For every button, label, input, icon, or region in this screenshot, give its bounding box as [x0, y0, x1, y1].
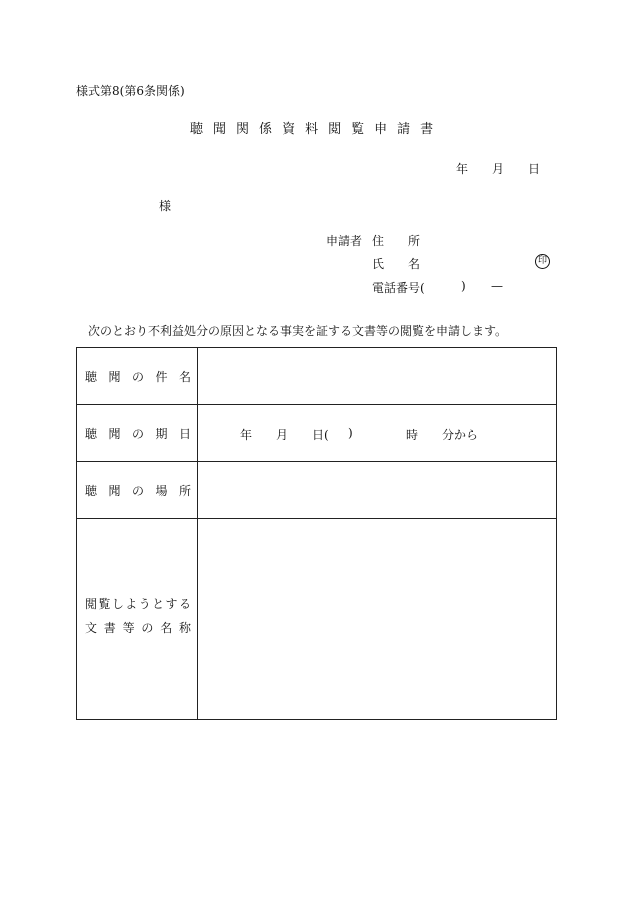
label-char: 聞	[108, 483, 121, 498]
date-month: 月	[492, 162, 505, 176]
label-char: 聴	[85, 369, 98, 384]
title-char: 関	[236, 122, 260, 137]
label-char: 名	[178, 369, 191, 384]
date-day: 日	[528, 162, 541, 176]
name-label-char: 名	[408, 257, 421, 271]
addressee-suffix: 様	[159, 199, 172, 213]
date-year: 年	[456, 162, 469, 176]
title-char: 請	[397, 122, 421, 137]
label-char: 所	[178, 483, 191, 498]
label-char: 聞	[108, 426, 121, 441]
label-char: う	[138, 597, 151, 611]
hearing-year-unit: 年	[240, 428, 253, 442]
title-char: 申	[374, 122, 398, 137]
label-char: 日	[178, 426, 191, 441]
hearing-info-table	[76, 347, 557, 720]
label-char: 書	[103, 621, 116, 635]
phone-dash: —	[491, 279, 503, 293]
hearing-month-unit: 月	[276, 428, 289, 442]
hearing-place-field[interactable]	[198, 462, 557, 519]
title-char: 資	[282, 122, 306, 137]
title-char: 閲	[328, 122, 352, 137]
label-char: 等	[122, 621, 135, 635]
title-char: 係	[259, 122, 283, 137]
label-char: の	[131, 483, 144, 498]
label-char: 聴	[85, 426, 98, 441]
hearing-subject-label	[77, 348, 198, 405]
label-char: よ	[125, 597, 138, 611]
title-char: 聞	[213, 122, 237, 137]
table-row	[77, 405, 557, 462]
table-row	[77, 462, 557, 519]
label-char: す	[165, 597, 178, 611]
hearing-date-label	[77, 405, 198, 462]
document-name-field[interactable]	[198, 519, 557, 720]
phone-label: 電話番号(	[372, 281, 425, 295]
title-char: 料	[305, 122, 329, 137]
label-char: の	[141, 621, 154, 635]
label-char: 名	[160, 621, 173, 635]
label-char: の	[131, 369, 144, 384]
title-char: 書	[420, 122, 444, 137]
hearing-date-field[interactable]	[198, 405, 557, 462]
label-char: 聴	[85, 483, 98, 498]
form-number: 様式第8(第6条関係)	[76, 84, 185, 98]
hearing-hour-unit: 時	[406, 428, 419, 442]
hearing-place-label	[77, 462, 198, 519]
label-char: 閲	[85, 597, 98, 611]
form-title	[190, 118, 443, 137]
title-char: 聴	[190, 122, 214, 137]
address-label-char: 住	[372, 234, 385, 248]
document-name-label	[77, 519, 198, 720]
hearing-minute-from: 分から	[442, 428, 479, 442]
hearing-weekday-close: )	[348, 426, 353, 440]
label-char: 文	[85, 621, 98, 635]
label-char: 聞	[108, 369, 121, 384]
phone-close-paren: )	[461, 279, 466, 293]
intro-text: 次のとおり不利益処分の原因となる事実を証する文書等の閲覧を申請します。	[88, 324, 508, 338]
label-char: 期	[155, 426, 168, 441]
table-row	[77, 519, 557, 720]
label-char: 件	[155, 369, 168, 384]
label-char: と	[152, 597, 165, 611]
name-label-char: 氏	[372, 257, 385, 271]
label-char: の	[131, 426, 144, 441]
label-char: る	[178, 597, 191, 611]
title-char: 覧	[351, 122, 375, 137]
applicant-label: 申請者	[326, 234, 363, 248]
seal-mark: 印	[535, 254, 550, 269]
label-char: 称	[178, 621, 191, 635]
label-char: 場	[155, 483, 168, 498]
table-row	[77, 348, 557, 405]
label-char: 覧	[98, 597, 111, 611]
hearing-day-unit: 日(	[312, 428, 329, 442]
address-label-char: 所	[408, 234, 421, 248]
hearing-subject-field[interactable]	[198, 348, 557, 405]
label-char: し	[111, 597, 124, 611]
